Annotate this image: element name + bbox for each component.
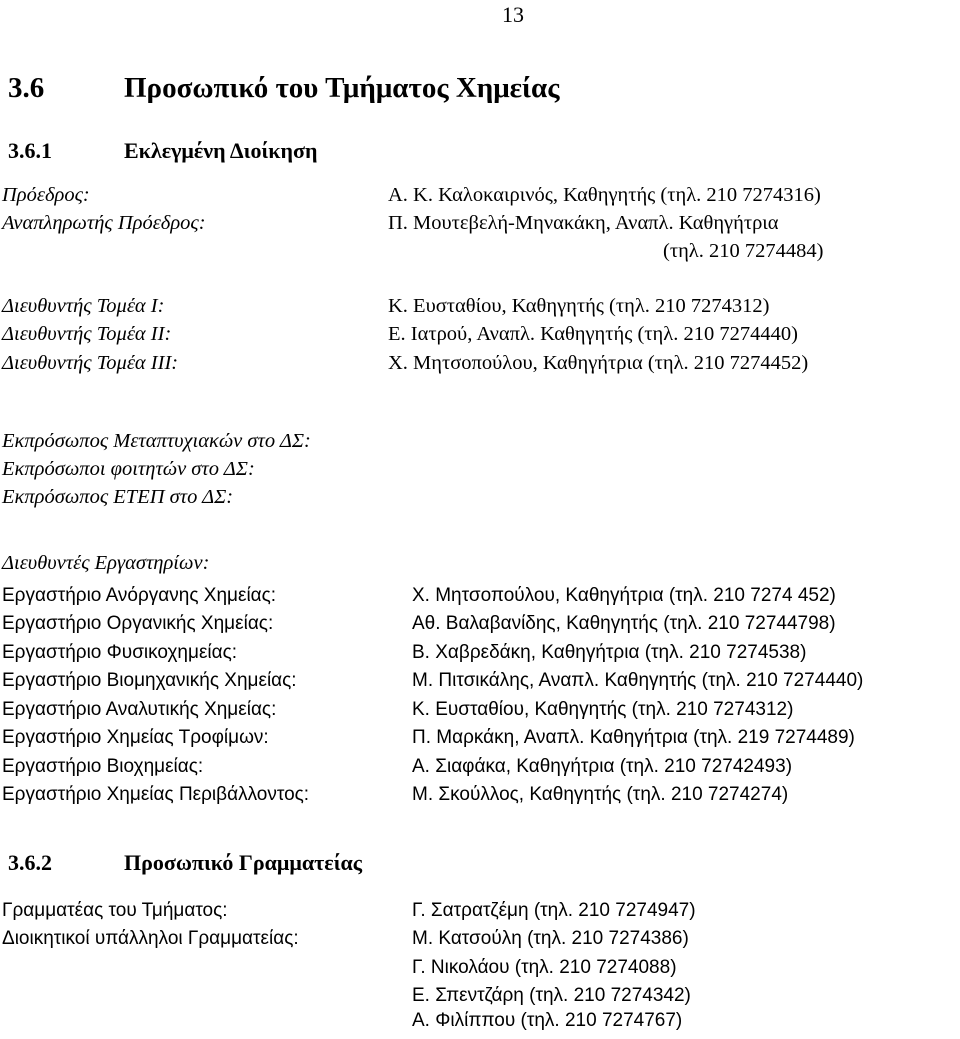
admin-value: Α. Κ. Καλοκαιρινός, Καθηγητής (τηλ. 210 7274316) — [388, 184, 821, 206]
representative-label: Εκπρόσωπος Μεταπτυχιακών στο ΔΣ: — [2, 430, 311, 452]
admin-label: Αναπληρωτής Πρόεδρος: — [2, 212, 206, 234]
lab-label: Εργαστήριο Φυσικοχημείας: — [2, 642, 238, 663]
lab-row — [0, 727, 960, 755]
subsection-title: Προσωπικό Γραμματείας — [124, 850, 363, 875]
lab-director: Κ. Ευσταθίου, Καθηγητής (τηλ. 210 7274312) — [412, 699, 794, 720]
lab-directors-heading-text: Διευθυντές Εργαστηρίων: — [2, 552, 210, 574]
lab-row — [0, 670, 960, 698]
lab-row — [0, 756, 960, 784]
secretariat-label: Διοικητικοί υπάλληλοι Γραμματείας: — [2, 928, 299, 949]
page-number: 13 — [502, 2, 524, 27]
lab-row — [0, 613, 960, 641]
sector-director-value: Χ. Μητσοπούλου, Καθηγήτρια (τηλ. 210 7274452) — [388, 352, 809, 374]
section-heading — [8, 72, 560, 105]
subsection-number: 3.6.1 — [8, 138, 52, 163]
section-title: Προσωπικό του Τμήματος Χημείας — [124, 72, 560, 104]
sector-director-label: Διευθυντής Τομέα Ι: — [2, 295, 165, 317]
lab-row — [0, 585, 960, 613]
representative-row — [0, 458, 960, 486]
lab-director: Αθ. Βαλαβανίδης, Καθηγητής (τηλ. 210 72744798) — [412, 613, 836, 634]
lab-director: Β. Χαβρεδάκη, Καθηγήτρια (τηλ. 210 7274538) — [412, 642, 807, 663]
lab-label: Εργαστήριο Ανόργανης Χημείας: — [2, 585, 277, 606]
sector-director-label: Διευθυντής Τομέα ΙΙ: — [2, 323, 172, 345]
lab-label: Εργαστήριο Χημείας Τροφίμων: — [2, 727, 269, 748]
lab-label: Εργαστήριο Βιομηχανικής Χημείας: — [2, 670, 297, 691]
section-number: 3.6 — [8, 72, 45, 104]
subsection-heading-2 — [8, 850, 363, 876]
lab-director: Α. Σιαφάκα, Καθηγήτρια (τηλ. 210 72742493) — [412, 756, 793, 777]
admin-value: (τηλ. 210 7274484) — [663, 240, 824, 262]
lab-director: Μ. Σκούλλος, Καθηγητής (τηλ. 210 7274274) — [412, 784, 789, 805]
lab-label: Εργαστήριο Αναλυτικής Χημείας: — [2, 699, 277, 720]
secretariat-row — [0, 928, 960, 956]
lab-label: Εργαστήριο Οργανικής Χημείας: — [2, 613, 274, 634]
sector-director-label: Διευθυντής Τομέα ΙΙΙ: — [2, 352, 179, 374]
lab-row — [0, 699, 960, 727]
sector-director-row — [0, 295, 960, 323]
secretariat-row — [0, 985, 960, 1013]
lab-row — [0, 784, 960, 812]
secretariat-value: Μ. Κατσούλη (τηλ. 210 7274386) — [412, 928, 689, 949]
secretariat-row — [0, 957, 960, 985]
admin-label: Πρόεδρος: — [2, 184, 90, 206]
secretariat-label: Γραμματέας του Τμήματος: — [2, 900, 228, 921]
representative-label: Εκπρόσωποι φοιτητών στο ΔΣ: — [2, 458, 255, 480]
sector-director-row — [0, 323, 960, 351]
lab-director: Χ. Μητσοπούλου, Καθηγήτρια (τηλ. 210 7274 452) — [412, 585, 836, 606]
admin-row-vice-president-phone — [0, 240, 960, 268]
sector-director-row — [0, 352, 960, 380]
subsection-number: 3.6.2 — [8, 850, 52, 875]
sector-director-value: Κ. Ευσταθίου, Καθηγητής (τηλ. 210 7274312) — [388, 295, 770, 317]
secretariat-value: Ε. Σπεντζάρη (τηλ. 210 7274342) — [412, 985, 691, 1006]
lab-director: Μ. Πιτσικάλης, Αναπλ. Καθηγητής (τηλ. 210 7274440) — [412, 670, 864, 691]
admin-value: Π. Μουτεβελή-Μηνακάκη, Αναπλ. Καθηγήτρια — [388, 212, 779, 234]
secretariat-value: Α. Φιλίππου (τηλ. 210 7274767) — [412, 1010, 683, 1031]
secretariat-value: Γ. Νικολάου (τηλ. 210 7274088) — [412, 957, 677, 978]
representative-label: Εκπρόσωπος ΕΤΕΠ στο ΔΣ: — [2, 486, 234, 508]
subsection-heading-1 — [8, 138, 318, 164]
secretariat-value: Γ. Σατρατζέμη (τηλ. 210 7274947) — [412, 900, 696, 921]
sector-director-value: Ε. Ιατρού, Αναπλ. Καθηγητής (τηλ. 210 7274440) — [388, 323, 798, 345]
admin-row-vice-president — [0, 212, 960, 240]
lab-label: Εργαστήριο Χημείας Περιβάλλοντος: — [2, 784, 310, 805]
admin-row-president — [0, 184, 960, 212]
representative-row — [0, 430, 960, 458]
lab-row — [0, 642, 960, 670]
lab-label: Εργαστήριο Βιοχημείας: — [2, 756, 204, 777]
lab-director: Π. Μαρκάκη, Αναπλ. Καθηγήτρια (τηλ. 219 7274489) — [412, 727, 855, 748]
secretariat-row — [0, 900, 960, 928]
representative-row — [0, 486, 960, 514]
secretariat-row — [0, 1010, 960, 1038]
lab-directors-heading — [0, 552, 960, 580]
subsection-title: Εκλεγμένη Διοίκηση — [124, 138, 318, 163]
